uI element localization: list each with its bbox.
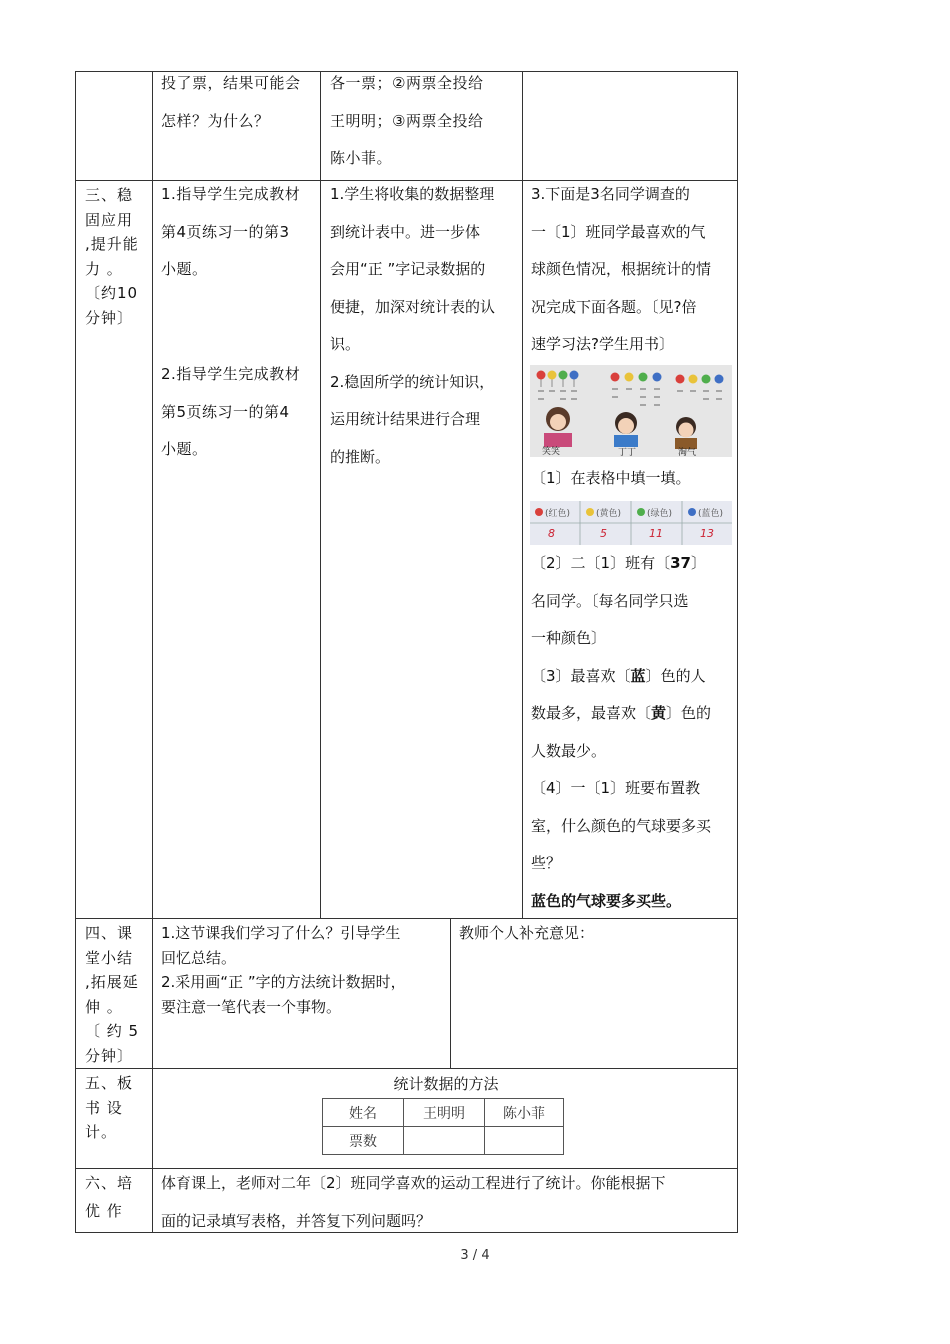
text-line: 力 。	[85, 259, 123, 278]
text-line: 一〔1〕班同学最喜欢的气	[531, 222, 706, 241]
q2-post: 〕	[690, 554, 706, 572]
color-label-yellow: (黄色)	[596, 509, 622, 519]
count-red: 8	[548, 527, 555, 540]
text-line: 1.指导学生完成教材	[161, 185, 301, 203]
row1-col4-intro	[531, 176, 736, 364]
row-divider-3	[75, 1068, 738, 1069]
text-line: 怎样？为什么？	[161, 111, 270, 130]
text-line: 到统计表中。进一步体	[330, 222, 481, 241]
text-line: 投了票，结果可能会	[161, 74, 301, 92]
q3-mid: 〕色的人	[645, 666, 706, 685]
q3-line1	[531, 658, 736, 696]
table-border-right	[737, 71, 738, 1233]
row4-content	[161, 1165, 736, 1240]
q3-line2-pre: 数最多，最喜欢〔	[531, 704, 652, 722]
text-line: 王明明；③两票全投给	[330, 111, 484, 130]
text-line: 〔4〕一〔1〕班要布置教	[531, 779, 701, 797]
text-line: 伸 。	[85, 997, 123, 1016]
text-line: 分钟〕	[85, 308, 134, 327]
text-line: 1.这节课我们学习了什么？引导学生	[161, 924, 401, 942]
text-line: 〔 约 5	[85, 1022, 140, 1040]
table-row	[323, 1127, 564, 1155]
board-table	[322, 1098, 564, 1155]
q2-line1	[531, 545, 736, 583]
row1-col2-part-b	[161, 356, 319, 469]
text-line: 要注意一笔代表一个事物。	[161, 997, 342, 1016]
text-line: 陈小菲。	[330, 149, 393, 167]
count-blue: 13	[700, 527, 714, 540]
count-green: 11	[649, 527, 663, 540]
table-border-left	[75, 71, 76, 1233]
text-line: 些？	[531, 854, 562, 872]
kid-label-3: 淘气	[678, 448, 697, 457]
table-cell: 王明明	[404, 1099, 485, 1127]
text-line: 各一票；②两票全投给	[330, 74, 484, 92]
kid-label-1: 笑笑	[542, 447, 561, 457]
text-line: 一种颜色〕	[531, 629, 607, 647]
text-line: 固应用	[85, 210, 134, 229]
row1-col3	[330, 176, 520, 476]
col-divider-row2	[450, 918, 451, 1068]
q4-answer: 蓝色的气球要多买些。	[531, 891, 682, 910]
text-line: 便捷，加深对统计表的认	[330, 297, 496, 316]
col-divider-3	[522, 71, 523, 919]
row4-section-label	[85, 1169, 149, 1225]
row1-q1	[531, 460, 736, 498]
text-line: 第4页练习一的第3	[161, 222, 290, 241]
text-line: 回忆总结。	[161, 948, 237, 967]
text-line: 会用“正 ”字记录数据的	[330, 260, 486, 278]
text-line: 六、培	[85, 1174, 134, 1192]
row3-section-label	[85, 1071, 149, 1145]
row2-summary	[161, 921, 449, 1019]
text-line: 识。	[330, 335, 361, 353]
page-number: 3 / 4	[460, 1248, 490, 1263]
text-line: 人数最少。	[531, 741, 607, 760]
text-line: 计。	[85, 1123, 118, 1141]
color-label-red: (红色)	[545, 509, 571, 519]
table-cell: 姓名	[323, 1099, 404, 1127]
q3-pre: 〔3〕最喜欢〔	[531, 666, 631, 685]
text-line: 体育课上，老师对二年〔2〕班同学喜欢的运动工程进行了统计。你能根据下	[161, 1174, 666, 1192]
text-line: 〔约10	[85, 284, 139, 302]
text-line: 堂小结	[85, 948, 134, 967]
balloon-tally-illustration	[530, 365, 732, 457]
text-line: 书 设	[85, 1098, 123, 1117]
balloon-tally-svg	[530, 365, 732, 457]
table-cell: 票数	[323, 1127, 404, 1155]
table-cell	[404, 1127, 485, 1155]
row1-q2-q4	[531, 545, 736, 920]
q3-answer-2: 黄	[651, 704, 667, 722]
text-line: 2.稳固所学的统计知识，	[330, 372, 495, 391]
text-line: 优 作	[85, 1202, 123, 1220]
q2-answer: 37	[670, 554, 691, 572]
q2-pre: 〔2〕二〔1〕班有〔	[531, 554, 671, 572]
text-line: 五、板	[85, 1074, 134, 1092]
text-line: 四、课	[85, 924, 134, 942]
text-line: 分钟〕	[85, 1046, 134, 1065]
table-cell: 陈小菲	[485, 1099, 564, 1127]
q3-line2	[531, 695, 736, 733]
color-label-blue: (蓝色)	[698, 509, 724, 519]
text-line: ,拓展延	[85, 973, 139, 991]
text-line: ,提升能	[85, 235, 139, 253]
text-line: 名同学。〔每名同学只选	[531, 591, 689, 610]
text-line: 第5页练习一的第4	[161, 402, 290, 421]
board-title: 统计数据的方法	[393, 1075, 499, 1093]
row1-section-label	[85, 183, 149, 330]
row0-col3	[330, 65, 520, 178]
kid-label-2: 丁丁	[618, 448, 637, 457]
table-row	[323, 1099, 564, 1127]
text-line: 小题。	[161, 260, 208, 278]
text-line: 2.指导学生完成教材	[161, 365, 301, 383]
text-line: 3.下面是3名同学调查的	[531, 185, 690, 203]
q3-line2-post: 〕色的	[666, 704, 712, 722]
text-line: 室，什么颜色的气球要多买	[531, 816, 712, 835]
row2-section-label	[85, 921, 149, 1068]
text-line: 三、稳	[85, 186, 134, 204]
table-cell	[485, 1127, 564, 1155]
text-line: 的推断。	[330, 447, 391, 466]
q3-answer-1: 蓝	[630, 666, 646, 685]
count-yellow: 5	[600, 527, 607, 540]
row1-col2-part-a	[161, 176, 319, 289]
text-line: 1.学生将收集的数据整理	[330, 185, 495, 203]
balloon-count-table-image	[530, 501, 732, 545]
text-line: 面的记录填写表格，并答复下列问题吗？	[161, 1211, 432, 1230]
row0-col2	[161, 65, 319, 140]
col-divider-1	[152, 71, 153, 1233]
text-line: 运用统计结果进行合理	[330, 410, 481, 428]
text-line: 〔1〕在表格中填一填。	[531, 469, 691, 487]
color-label-green: (绿色)	[647, 509, 673, 519]
row2-teacher-note	[459, 921, 735, 946]
text-line: 小题。	[161, 440, 208, 458]
text-line: 教师个人补充意见：	[459, 924, 595, 942]
col-divider-2	[320, 71, 321, 919]
text-line: 球颜色情况，根据统计的情	[531, 260, 712, 278]
text-line: 况完成下面各题。〔见?倍	[531, 297, 697, 316]
text-line: 速学习法?学生用书〕	[531, 335, 674, 353]
text-line: 2.采用画“正 ”字的方法统计数据时，	[161, 973, 406, 991]
